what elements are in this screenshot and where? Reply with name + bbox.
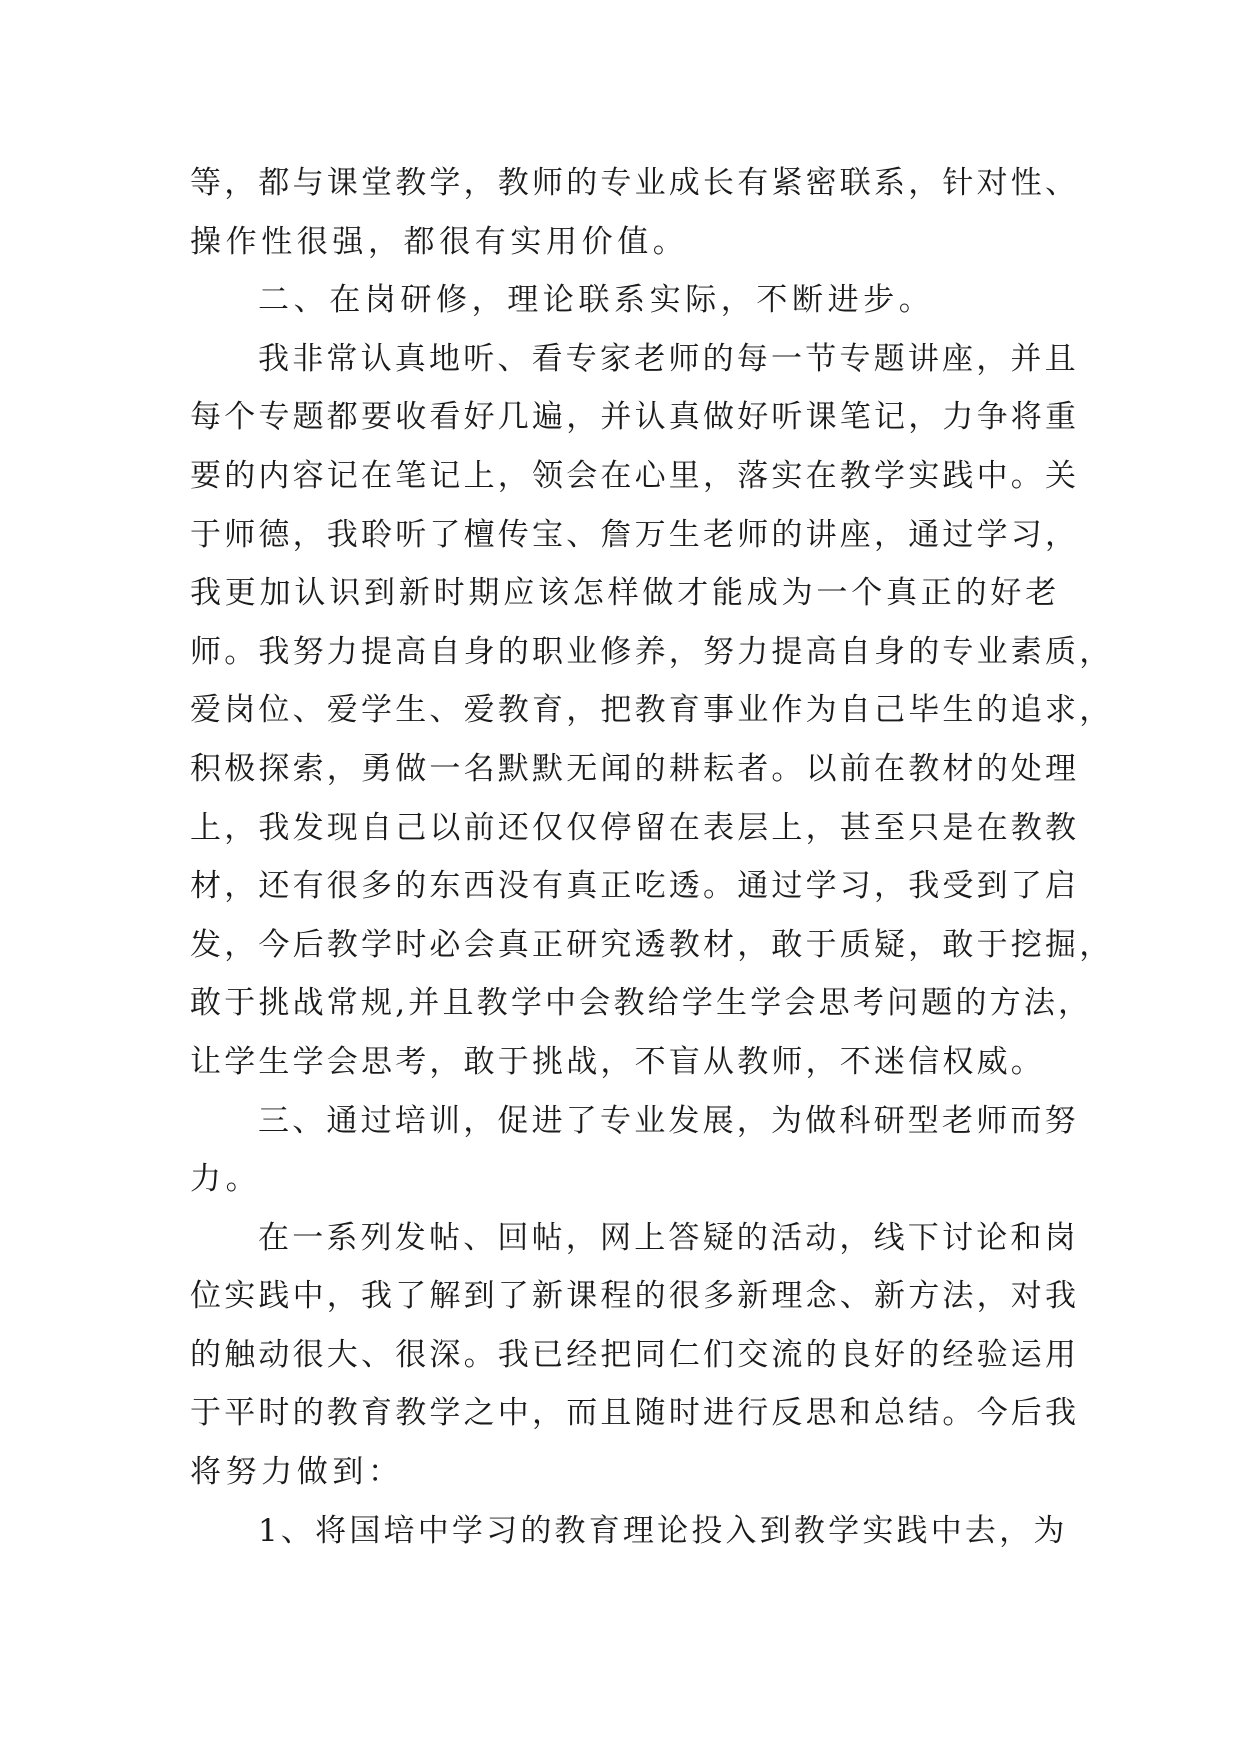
- text-line: 每个专题都要收看好几遍，并认真做好听课笔记，力争将重: [190, 399, 1080, 436]
- text-line: 材，还有很多的东西没有真正吃透。通过学习，我受到了启: [190, 868, 1080, 905]
- text-line: 爱岗位、爱学生、爱教育，把教育事业作为自己毕生的追求，: [190, 692, 1114, 729]
- section-heading: 二、在岗研修，理论联系实际，不断进步。: [258, 282, 935, 319]
- text-line: 我非常认真地听、看专家老师的每一节专题讲座，并且: [258, 340, 1079, 377]
- text-line: 等，都与课堂教学，教师的专业成长有紧密联系，针对性、: [190, 165, 1080, 201]
- text-line: 发，今后教学时必会真正研究透教材，敢于质疑，敢于挖掘，: [190, 926, 1114, 963]
- text-line: 我更加认识到新时期应该怎样做才能成为一个真正的好老: [190, 575, 1060, 612]
- text-line: 敢于挑战常规,并且教学中会教给学生学会思考问题的方法，: [190, 985, 1093, 1022]
- text-line: 力。: [190, 1161, 262, 1198]
- text-line: 在一系列发帖、回帖，网上答疑的活动，线下讨论和岗: [258, 1219, 1079, 1256]
- body-text: [190, 154, 1114, 1560]
- text-line: 于平时的教育教学之中，而且随时进行反思和总结。今后我: [190, 1395, 1080, 1432]
- text-line: 将努力做到：: [190, 1454, 404, 1491]
- text-line: 操作性很强，都很有实用价值。: [190, 223, 689, 260]
- text-line: 要的内容记在笔记上，领会在心里，落实在教学实践中。关: [190, 457, 1080, 494]
- text-line: 积极探索，勇做一名默默无闻的耕耘者。以前在教材的处理: [190, 750, 1080, 787]
- text-line: 于师德，我聆听了檀传宝、詹万生老师的讲座，通过学习，: [190, 516, 1080, 553]
- section-heading: 三、通过培训，促进了专业发展，为做科研型老师而努: [258, 1102, 1079, 1139]
- text-line: 师。我努力提高自身的职业修养，努力提高自身的专业素质，: [190, 633, 1114, 670]
- text-line: 的触动很大、很深。我已经把同仁们交流的良好的经验运用: [190, 1336, 1080, 1373]
- text-line: 让学生学会思考，敢于挑战，不盲从教师，不迷信权威。: [190, 1043, 1045, 1080]
- list-item: 1、将国培中学习的教育理论投入到教学实践中去，为: [258, 1512, 1068, 1549]
- text-line: 位实践中，我了解到了新课程的很多新理念、新方法，对我: [190, 1278, 1080, 1315]
- text-line: 上，我发现自己以前还仅仅停留在表层上，甚至只是在教教: [190, 809, 1080, 846]
